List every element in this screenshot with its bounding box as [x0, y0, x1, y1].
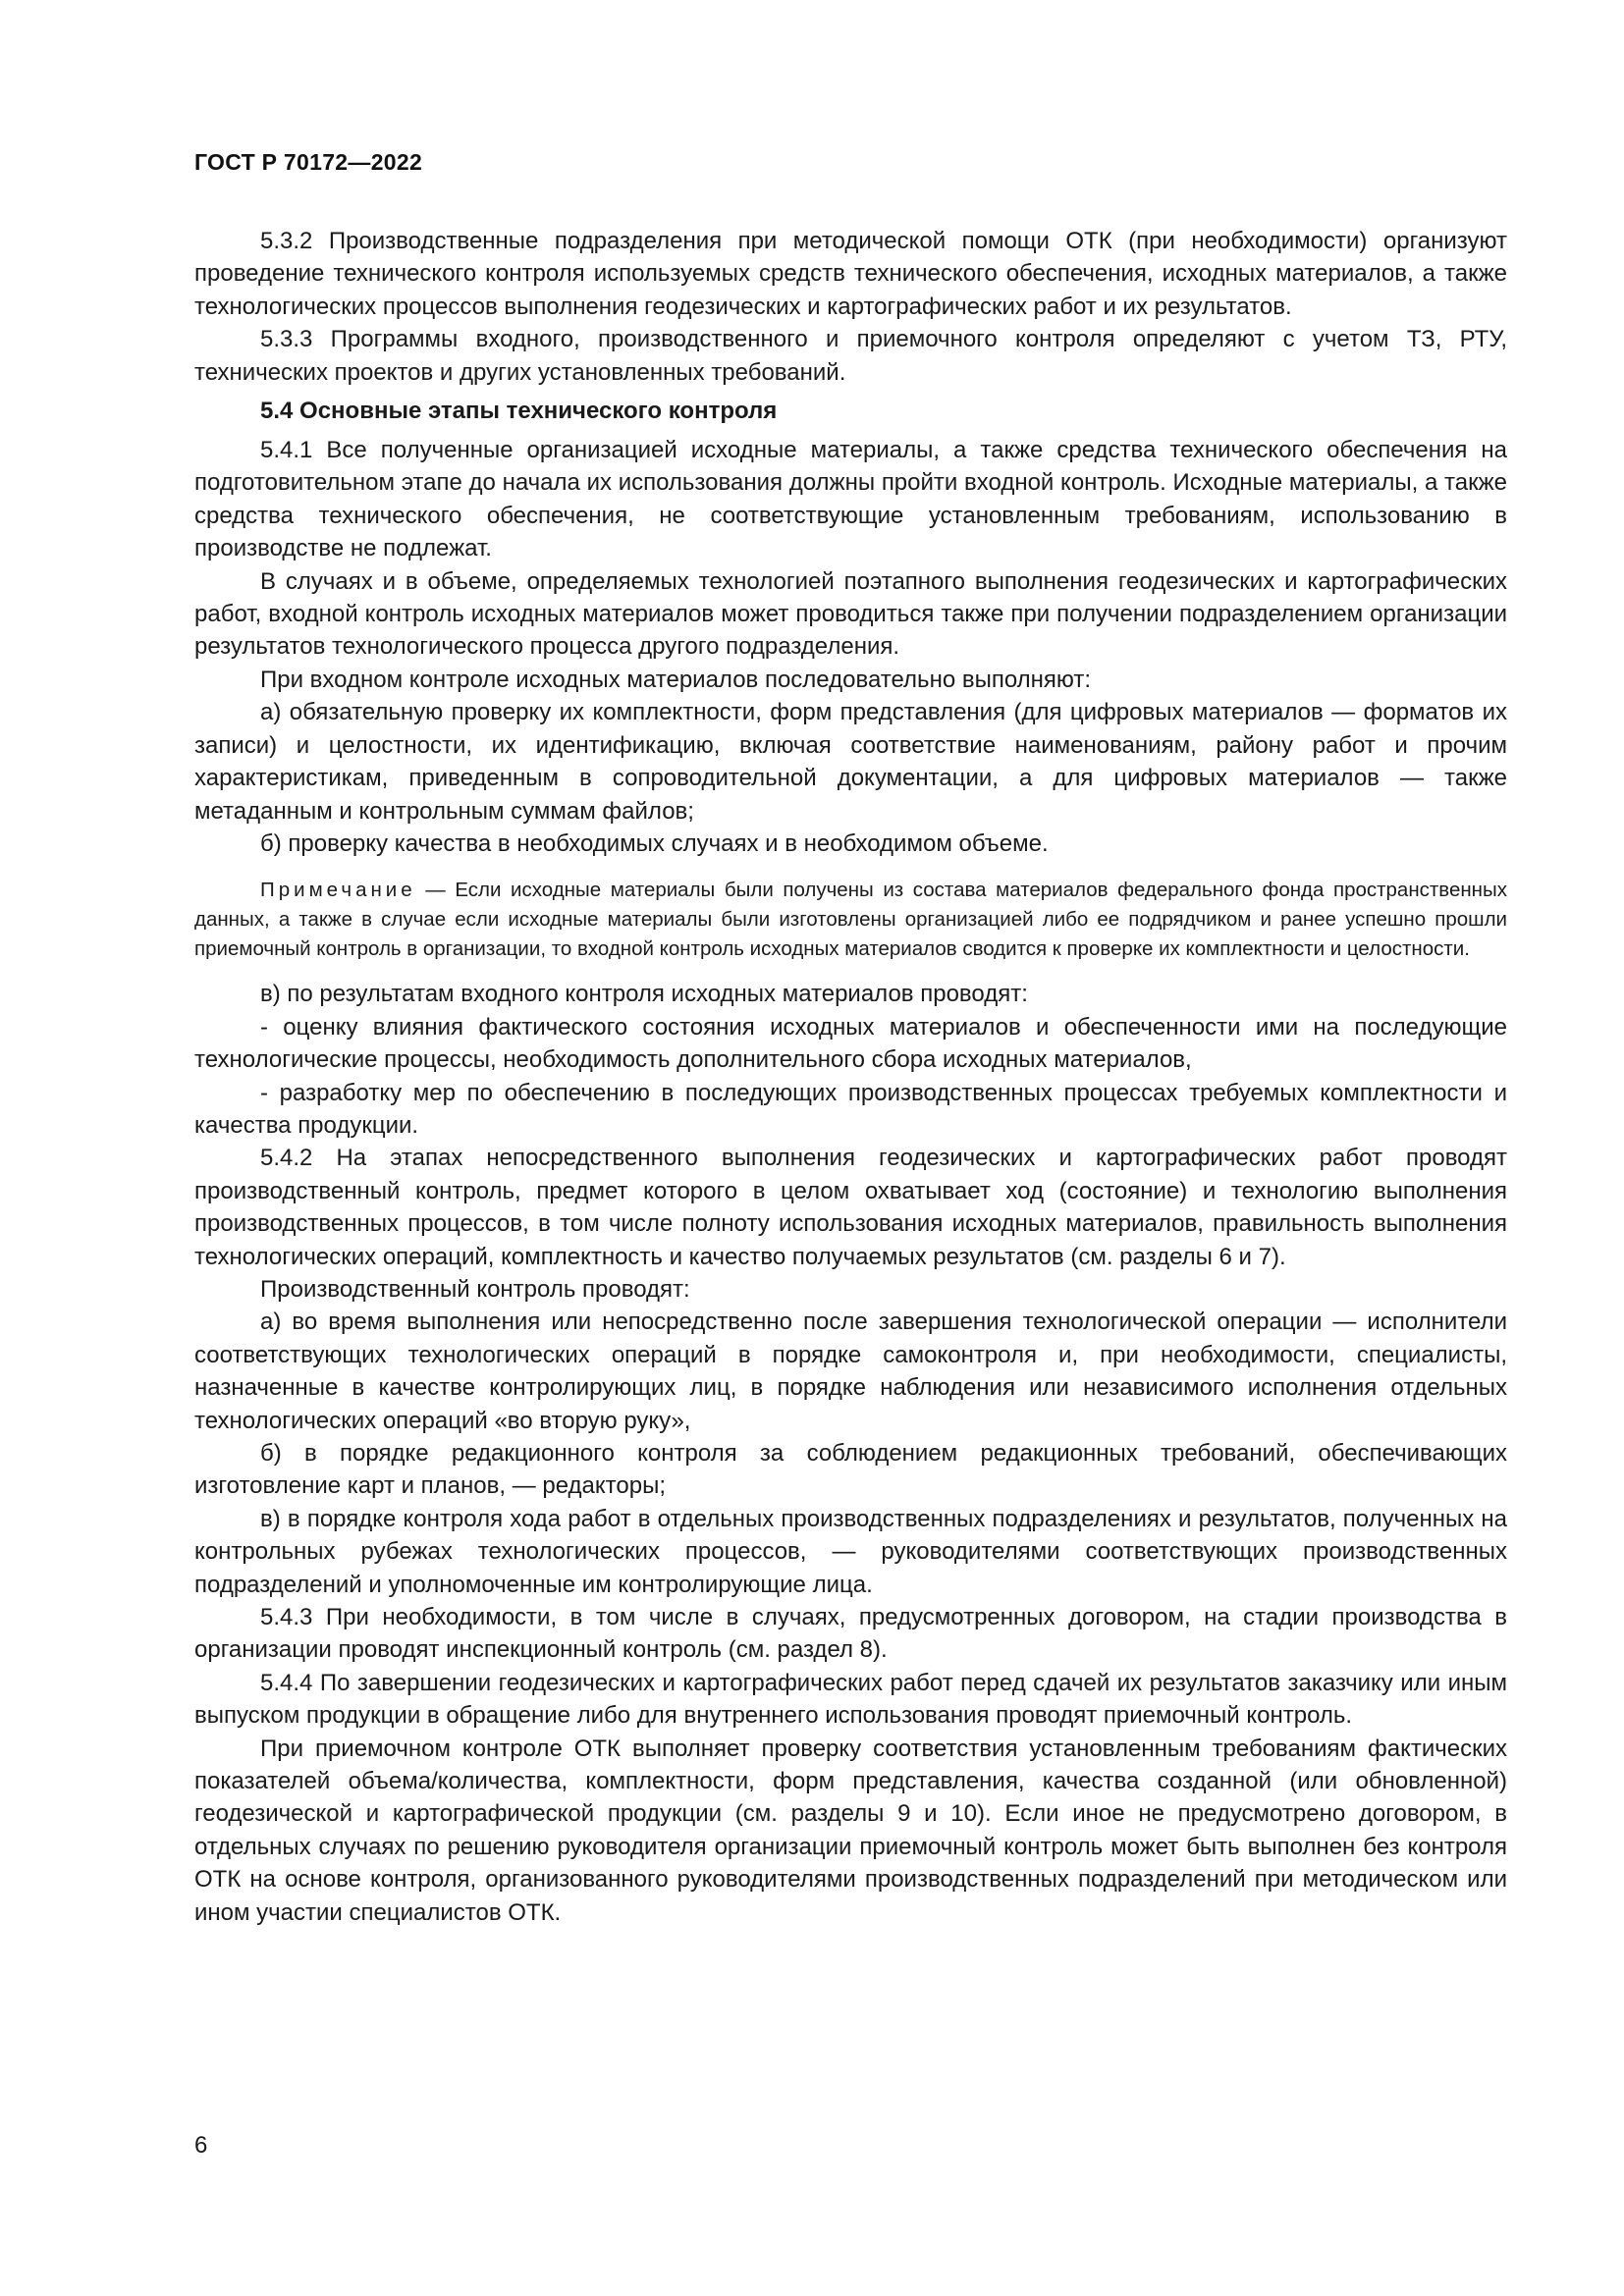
paragraph-5-4-1: 5.4.1 Все полученные организацией исходные материалы, а также средства технического обеспечения на подготовительном этапе до начала их использования должны пройти входной контроль. Исходные материалы, а также средства технического обеспечения, не соответствующие установленным требованиям, использованию в производстве не подлежат.	[194, 437, 1507, 562]
note-block	[194, 876, 1507, 964]
paragraph-prod-intro: Производственный контроль проводят:	[260, 1275, 690, 1303]
paragraph-5-3-2: 5.3.2 Производственные подразделения при методической помощи ОТК (при необходимости) организуют проведение технического контроля используемых средств технического обеспечения, исходных материалов, а также технологических процессов выполнения геодезических и картографических работ и их результатов.	[194, 228, 1507, 320]
document-header-title: ГОСТ Р 70172—2022	[194, 149, 423, 175]
paragraph-acceptance: При приемочном контроле ОТК выполняет проверку соответствия установленным требованиям фактических показателей объема/количества, комплектности, форм представления, качества созданной (или обновленной) геодезической и картографической продукции (см. разделы 9 и 10). Если иное не предусмотрено договором, в отдельных случаях по решению руководителя организации приемочный контроль может быть выполнен без контроля ОТК на основе контроля, организованного руководителями производственных подразделений при методическом или ином участии специалистов ОТК.	[194, 1735, 1507, 1926]
dash-item-1: - оценку влияния фактического состояния исходных материалов и обеспеченности ими на последующие технологические процессы, необходимость дополнительного сбора исходных материалов,	[194, 1013, 1507, 1074]
document-body	[194, 225, 1507, 1929]
page-number: 6	[194, 2132, 208, 2159]
prod-item-a: а) во время выполнения или непосредственно после завершения технологической операции — исполнители соответствующих технологических операций в порядке самоконтроля и, при необходимости, специалисты, назначенные в качестве контролирующих лиц, в порядке наблюдения или независимого исполнения отдельных технологических операций «во вторую руку»,	[194, 1308, 1507, 1434]
list-item-v: в) по результатам входного контроля исходных материалов проводят:	[260, 981, 1028, 1008]
paragraph-5-4-2: 5.4.2 На этапах непосредственного выполнения геодезических и картографических работ проводят производственный контроль, предмет которого в целом охватывает ход (состояние) и технологию выполнения производственных процессов, в том числе полноту использования исходных материалов, правильность выполнения технологических операций, комплектность и качество получаемых результатов (см. разделы 6 и 7).	[194, 1145, 1507, 1270]
prod-item-v: в) в порядке контроля хода работ в отдельных производственных подразделениях и результатов, полученных на контрольных рубежах технологических процессов, — руководителями соответствующих производственных подразделений и уполномоченные им контролирующие лица.	[194, 1505, 1507, 1598]
note-label: Примечание	[260, 879, 416, 902]
section-heading-5-4: 5.4 Основные этапы технического контроля	[260, 398, 778, 425]
paragraph-input-intro: При входном контроле исходных материалов последовательно выполняют:	[260, 666, 1092, 693]
list-item-b: б) проверку качества в необходимых случаях и в необходимом объеме.	[260, 829, 1049, 857]
dash-item-2: - разработку мер по обеспечению в последующих производственных процессах требуемых комплектности и качества продукции.	[194, 1079, 1507, 1139]
paragraph-5-4-3: 5.4.3 При необходимости, в том числе в случаях, предусмотренных договором, на стадии производства в организации проводят инспекционный контроль (см. раздел 8).	[194, 1604, 1507, 1664]
prod-item-b: б) в порядке редакционного контроля за соблюдением редакционных требований, обеспечивающих изготовление карт и планов, — редакторы;	[194, 1440, 1507, 1500]
paragraph-5-3-3: 5.3.3 Программы входного, производственного и приемочного контроля определяют с учетом ТЗ, РТУ, технических проектов и других установленных требований.	[194, 326, 1507, 386]
list-item-a: а) обязательную проверку их комплектности, форм представления (для цифровых материалов — форматов их записи) и целостности, их идентификацию, включая соответствие наименованиям, району работ и прочим характеристикам, приведенным в сопроводительной документации, а для цифровых материалов — также метаданным и контрольным суммам файлов;	[194, 699, 1507, 825]
note-text: — Если исходные материалы были получены из состава материалов федерального фонда пространственных данных, а также в случае если исходные материалы были изготовлены организацией либо ее подрядчиком и ранее успешно прошли приемочный контроль в организации, то входной контроль исходных материалов сводится к проверке их комплектности и целостности.	[194, 879, 1507, 961]
paragraph-cases: В случаях и в объеме, определяемых технологией поэтапного выполнения геодезических и картографических работ, входной контроль исходных материалов может проводиться также при получении подразделением организации результатов технологического процесса другого подразделения.	[194, 567, 1507, 661]
paragraph-5-4-4: 5.4.4 По завершении геодезических и картографических работ перед сдачей их результатов заказчику или иным выпуском продукции в обращение либо для внутреннего использования проводят приемочный контроль.	[194, 1669, 1507, 1730]
